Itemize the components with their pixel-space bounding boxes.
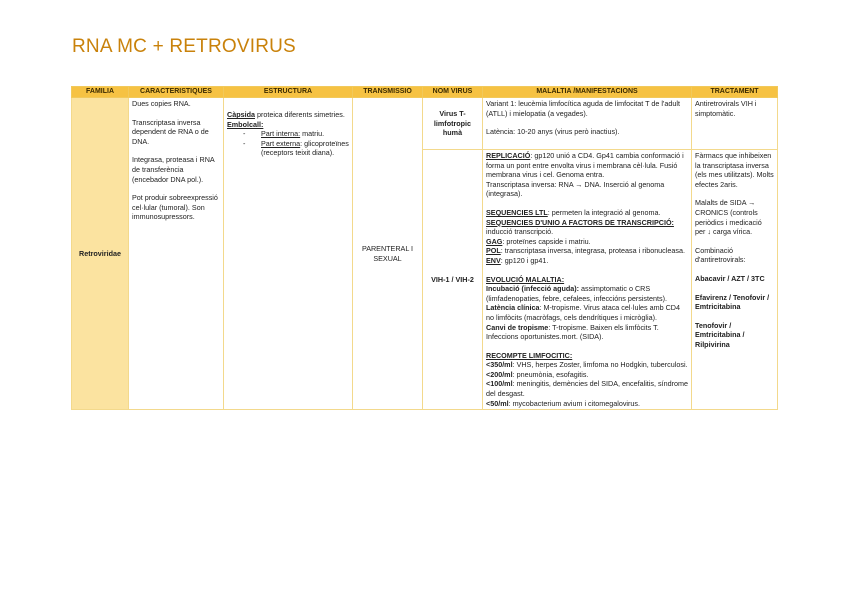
nom-virus-htlv: Virus T-limfotropic humà bbox=[433, 109, 472, 138]
table-header-row bbox=[72, 87, 778, 98]
caract-p3: Integrasa, proteasa i RNA de transferència (encebador DNA pol.). bbox=[132, 155, 215, 184]
estructura-embolcall: Embolcall: bbox=[227, 119, 264, 129]
evolucio-heading: EVOLUCIÓ MALALTIA: bbox=[486, 274, 565, 284]
tractament2-p6: Tenofovir / Emtricitabina / Rilpivirina bbox=[695, 320, 745, 349]
header-tractament: TRACTAMENT bbox=[692, 87, 778, 98]
tractament2-p5: Efavirenz / Tenofovir / Emtricitabina bbox=[695, 292, 770, 312]
malaltia1-p1: Variant 1: leucèmia limfocítica aguda de limfocitat T de l'adult (ATLL) i mielopatia (a vegades). bbox=[486, 99, 680, 118]
gene-gag: GAG: proteïnes capside i matriu. bbox=[486, 236, 591, 246]
estructura-list bbox=[227, 129, 349, 158]
recompte-heading: RECOMPTE LIMFOCITIC: bbox=[486, 350, 573, 360]
tractament2-p3: Combinació d'antiretrovirals: bbox=[695, 245, 746, 265]
header-malaltia: MALALTIA /MANIFESTACIONS bbox=[483, 87, 692, 98]
recompte-200: <200/ml: pneumònia, esofagitis. bbox=[486, 369, 589, 379]
cell-estructura bbox=[224, 98, 353, 410]
cell-caracteristiques bbox=[129, 98, 224, 410]
cell-malaltia-2 bbox=[483, 150, 692, 410]
gene-pol: POL: transcriptasa inversa, integrasa, proteasa i ribonucleasa. bbox=[486, 246, 685, 256]
canvi-tropisme: Canvi de tropisme: T-tropisme. Baixen els limfòcits T. Infeccions oportunistes.mort. (SIDA). bbox=[486, 322, 659, 342]
header-familia: FAMILIA bbox=[72, 87, 129, 98]
header-estructura: ESTRUCTURA bbox=[224, 87, 353, 98]
cell-transmissio bbox=[353, 98, 423, 410]
nom-virus-vih: VIH-1 / VIH-2 bbox=[431, 274, 474, 284]
header-nom-virus: NOM VIRUS bbox=[423, 87, 483, 98]
malaltia1-p2: Latència: 10-20 anys (virus però inactius). bbox=[486, 127, 620, 137]
cell-tractament-2 bbox=[692, 150, 778, 410]
gene-env: ENV: gp120 i gp41. bbox=[486, 255, 549, 265]
cell-malaltia-1 bbox=[483, 98, 692, 150]
table-row bbox=[72, 98, 778, 150]
transcriptasa: Transcriptasa inversa: RNA → DNA. Inserció al genoma (integrasa). bbox=[486, 179, 665, 199]
tractament2-p1: Fàrmacs que inhibeixen la transcriptasa inversa (els mes utilitzats). Molts efectes 2aris. bbox=[695, 151, 774, 189]
familia-text: Retroviridae bbox=[79, 248, 121, 258]
header-transmissio: TRANSMISSIÓ bbox=[353, 87, 423, 98]
seq-unio: SEQUENCIES D'UNIO A FACTORS DE TRANSCRIPCIÓ: inducció transcripció. bbox=[486, 217, 674, 237]
page-title: RNA MC + RETROVIRUS bbox=[72, 36, 296, 57]
replicacio: REPLICACIÓ: gp120 unió a CD4. Gp41 cambia conformació i forma un pont entre envolta virus i membrana cèl·lula. Fusió membrana virus i cel. Genoma entra. bbox=[486, 151, 684, 180]
cell-familia bbox=[72, 98, 129, 410]
incubacio: Incubació (infecció aguda): assimptomatic o CRS (limfadenopaties, febre, cefalees, infeccións persistents). bbox=[486, 284, 667, 303]
tractament2-p2: Malalts de SIDA → CRONICS (controls periòdics i medicació per ↓ carga vírica. bbox=[695, 198, 762, 237]
tractament1-text: Antiretrovirals VIH i simptomàtic. bbox=[695, 99, 757, 118]
seq-ltl: SEQUENCIES LTL: permeten la integració al genoma. bbox=[486, 207, 661, 217]
header-caracteristiques: CARACTERISTIQUES bbox=[129, 87, 224, 98]
virus-table bbox=[71, 86, 778, 410]
estructura-externa: - Part externa: glicoproteïnes (receptors teixit diana). bbox=[239, 139, 349, 158]
latencia: Latència clínica: M-tropisme. Virus ataca cel·lules amb CD4 no limfòcits (macròfags, cels dendrítiques i micròglia). bbox=[486, 303, 680, 322]
recompte-100: <100/ml: meningitis, demències del SIDA, encefalitis, síndrome del desgast. bbox=[486, 379, 688, 399]
cell-nom-virus-1 bbox=[423, 98, 483, 150]
recompte-50: <50/ml: mycobacterium avium i citomegalovirus. bbox=[486, 398, 640, 408]
cell-tractament-1 bbox=[692, 98, 778, 150]
estructura-capsida: Càpsida proteica diferents simetries. bbox=[227, 110, 345, 119]
tractament2-p4: Abacavir / AZT / 3TC bbox=[695, 273, 765, 283]
transmissio-text: PARENTERAL I SEXUAL bbox=[361, 244, 414, 263]
caract-p1: Dues copies RNA. bbox=[132, 99, 191, 108]
recompte-350: <350/ml: VHS, herpes Zoster, limfoma no Hodgkin, tuberculosi. bbox=[486, 360, 688, 370]
estructura-interna: - Part interna: matriu. bbox=[239, 129, 349, 139]
caract-p4: Pot produir sobreexpressió cel·lular (tumoral). Son immunosupressors. bbox=[132, 193, 218, 222]
cell-nom-virus-2 bbox=[423, 150, 483, 410]
caract-p2: Transcriptasa inversa dependent de RNA o de DNA. bbox=[132, 117, 209, 146]
